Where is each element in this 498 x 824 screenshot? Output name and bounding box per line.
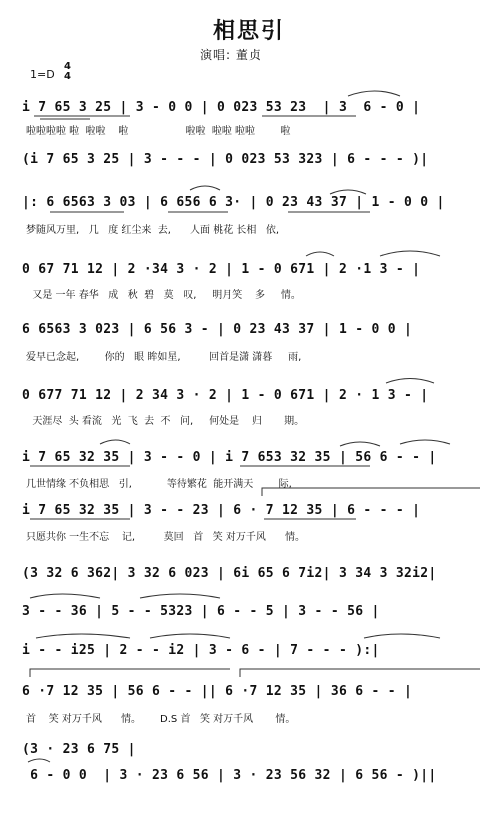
notation-row-14: 6 - 0 0 | 3 · 23 6 56 | 3 · 23 56 32 | 6 56 - )|| xyxy=(22,768,437,783)
notation-row-2: (i 7 65 3 25 | 3 - - - | 0 023 53 323 | 6 - - - )| xyxy=(22,152,429,167)
lyric-row-8: 只愿共你 一生不忘 记, 莫回 首 笑 对万千风 情。 xyxy=(26,532,306,543)
key-signature: 1=D xyxy=(30,68,55,81)
notation-row-10: 3 - - 36 | 5 - - 5323 | 6 - - 5 | 3 - - 56 | xyxy=(22,604,380,619)
notation-row-9: (3 32 6 362| 3 32 6 023 | 6i 65 6 7i2| 3 34 3 32i2| xyxy=(22,566,437,581)
lyric-row-6: 天涯尽 头 看流 光 飞 去 不 问, 何处是 归 期。 xyxy=(26,416,305,427)
lyric-row-4: 又是 一年 春华 成 秋 碧 莫 叹, 明月笑 多 情。 xyxy=(26,290,301,301)
lyric-row-12: 首 笑 对万千风 情。 D.S 首 笑 对万千风 情。 xyxy=(26,714,296,725)
notation-row-3: |: 6 6563 3 03 | 6 656 6 3· | 0 23 43 37 | 1 - 0 0 | xyxy=(22,195,445,210)
notation-row-8: i 7 65 32 35 | 3 - - 23 | 6 · 7 12 35 | 6 - - - | xyxy=(22,503,421,518)
song-title: 相思引 xyxy=(212,18,285,44)
notation-row-11: i - - i25 | 2 - - i2 | 3 - 6 - | 7 - - - ):| xyxy=(22,643,380,658)
meter-bottom: 4 xyxy=(64,71,71,82)
notation-row-5: 6 6563 3 023 | 6 56 3 - | 0 23 43 37 | 1 - 0 0 | xyxy=(22,322,413,337)
notation-row-1: i 7 65 3 25 | 3 - 0 0 | 0 023 53 23 | 3 6 - 0 | xyxy=(22,100,421,115)
notation-row-4: 0 67 71 12 | 2 ·34 3 · 2 | 1 - 0 671 | 2 ·1 3 - | xyxy=(22,262,421,277)
lyric-row-3: 梦随风万里, 几 度 红尘来 去, 人面 桃花 长相 依, xyxy=(26,225,280,236)
notation-row-7: i 7 65 32 35 | 3 - - 0 | i 7 653 32 35 | 56 6 - - | xyxy=(22,450,437,465)
notation-row-12: 6 ·7 12 35 | 56 6 - - || 6 ·7 12 35 | 36 6 - - | xyxy=(22,684,413,699)
lyric-row-1: 啦啦啦啦 啦 啦啦 啦 啦啦 啦啦 啦啦 啦 xyxy=(26,126,291,137)
notation-row-13: (3 · 23 6 75 | xyxy=(22,742,136,757)
meter-top: 4 xyxy=(64,61,71,72)
time-signature xyxy=(64,62,71,82)
singer-credit: 演唱: 董贞 xyxy=(200,48,262,62)
lyric-row-5: 爱早已念起, 你的 眼 眸如星, 回首是潇 潇暮 雨, xyxy=(26,352,302,363)
notation-row-6: 0 677 71 12 | 2 34 3 · 2 | 1 - 0 671 | 2 · 1 3 - | xyxy=(22,388,429,403)
lyric-row-7: 几世情缘 不负相思 引, 等待繁花 能开满天 际, xyxy=(26,479,292,490)
